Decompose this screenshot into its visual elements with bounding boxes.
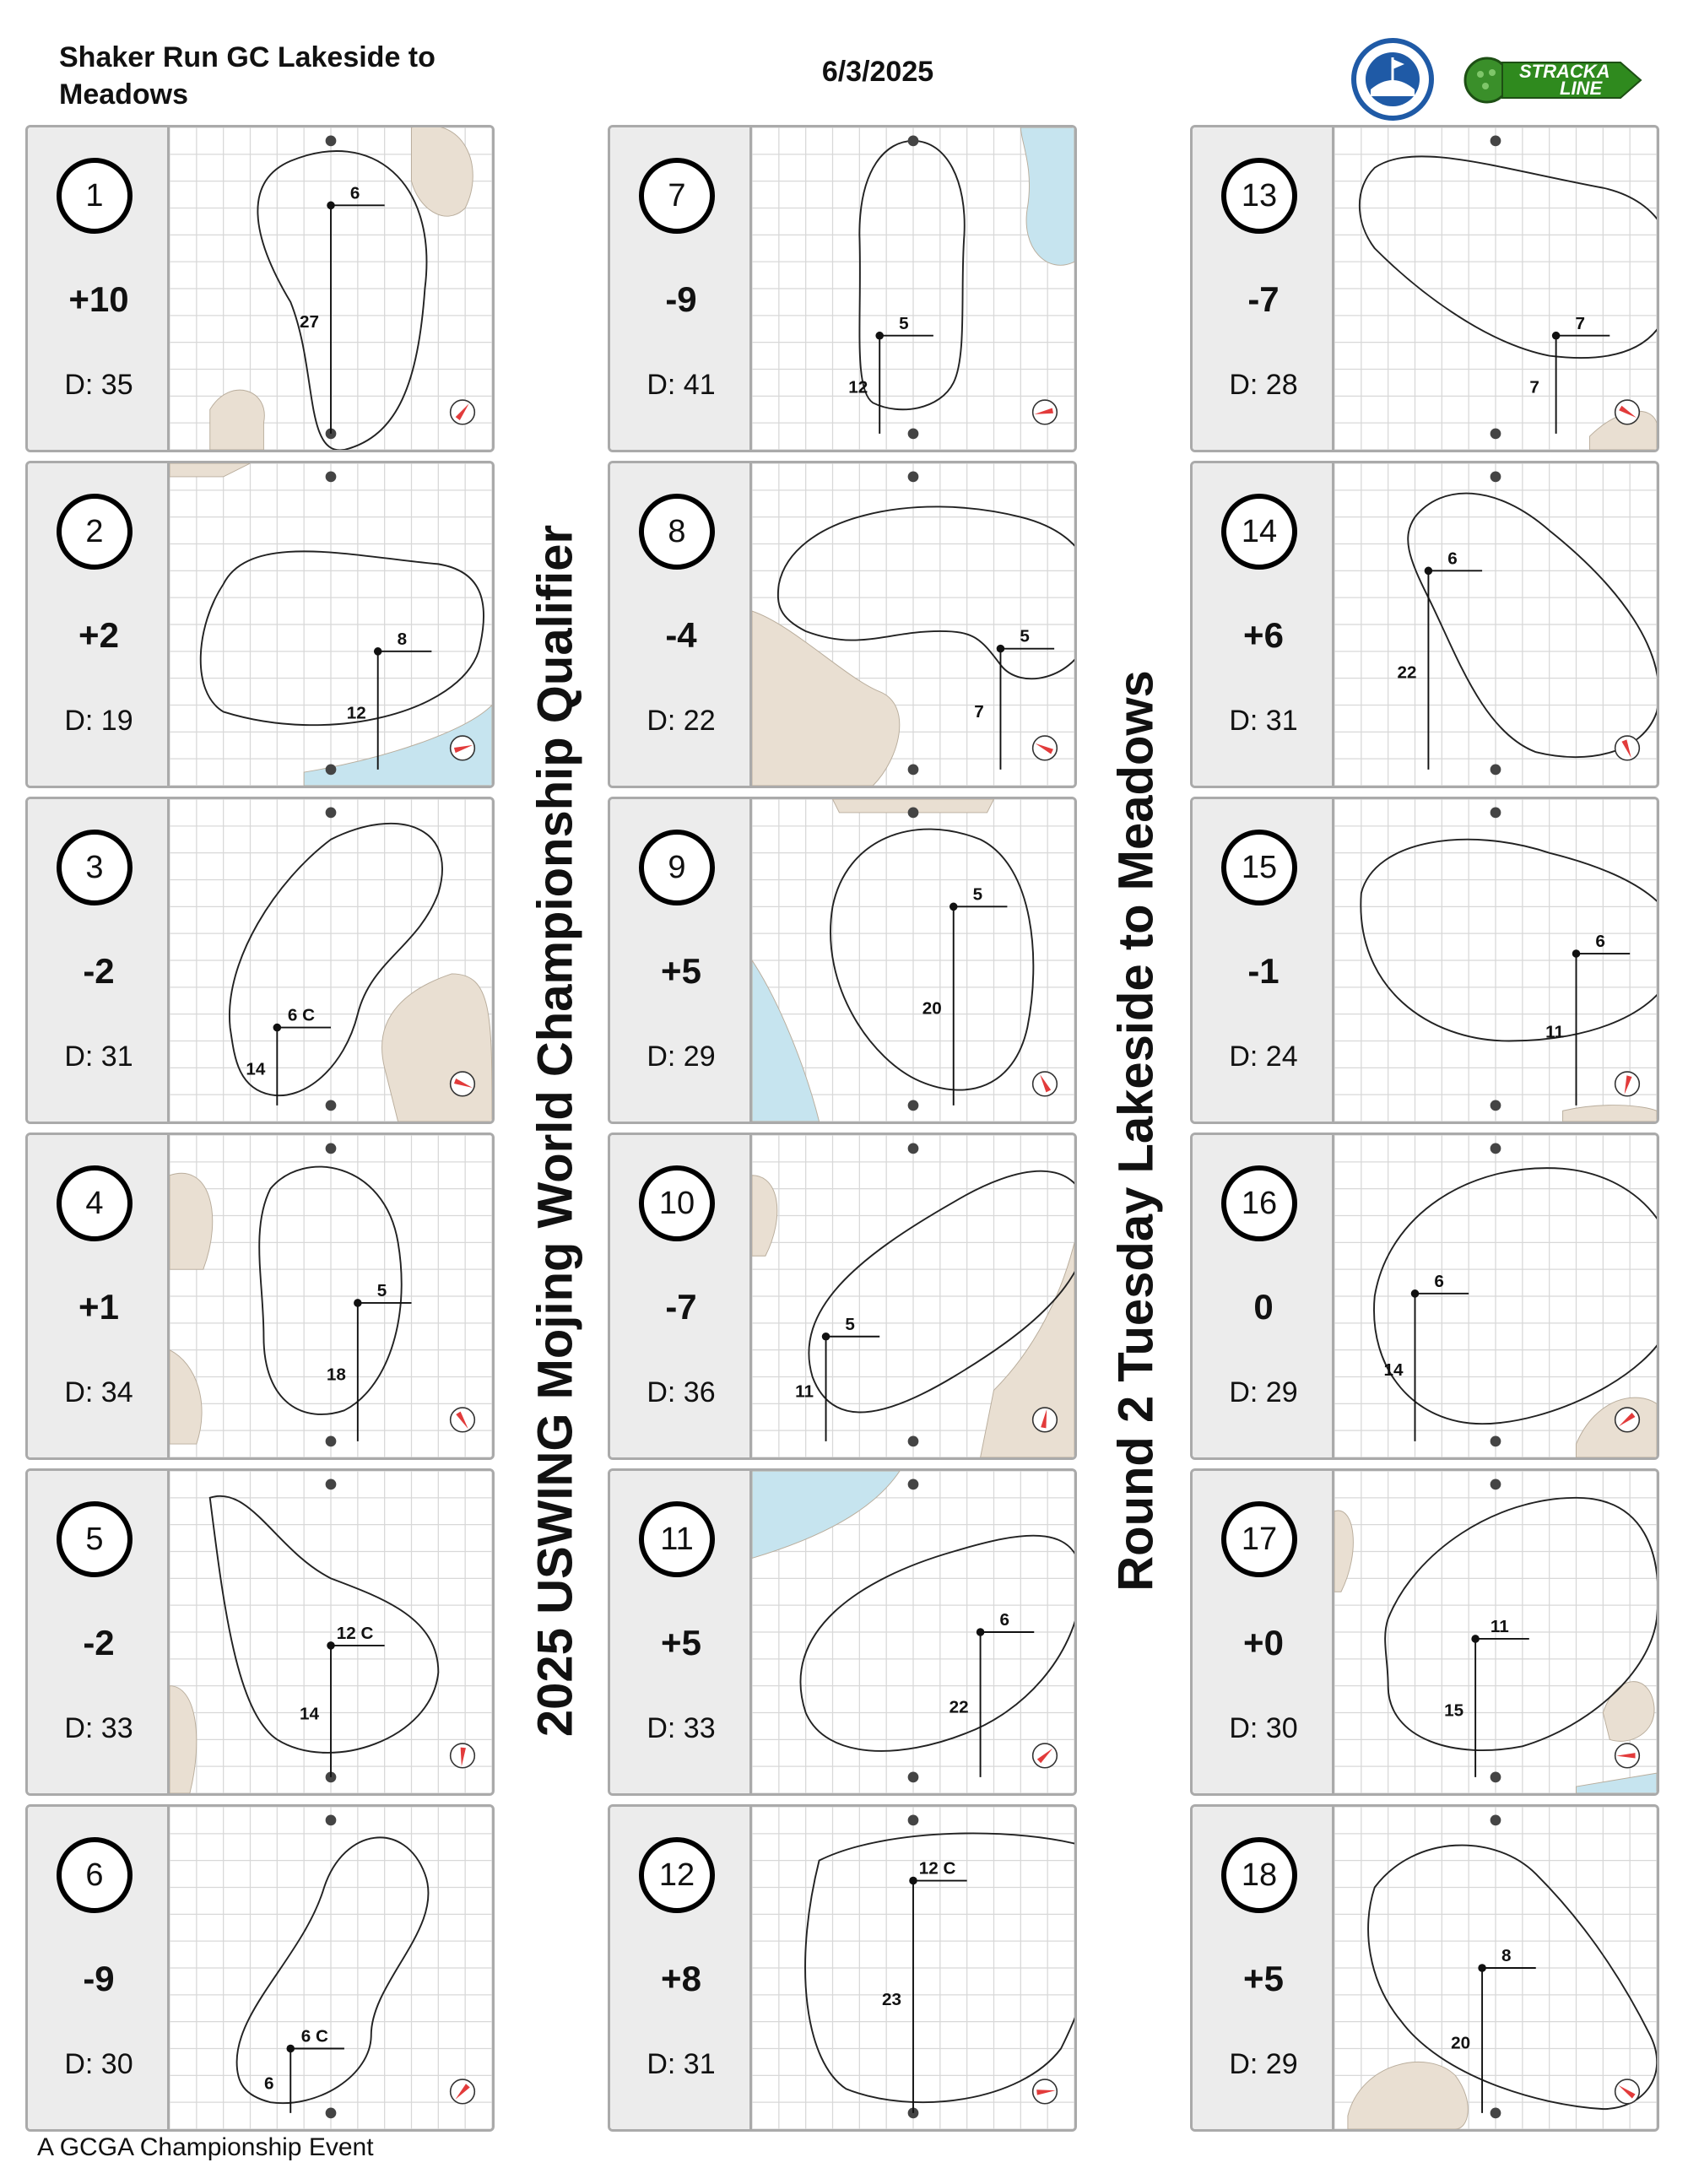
hole-card	[608, 1804, 1077, 2132]
event-title: 2025 USWING Mojing World Championship Qualifier	[528, 524, 583, 1738]
front-marker	[908, 765, 919, 776]
side-distance-label: 6 C	[300, 2026, 329, 2046]
compass-icon	[451, 2079, 475, 2104]
hole-info-panel	[610, 1471, 752, 1793]
hole-card	[1190, 797, 1659, 1124]
green-map	[170, 127, 492, 450]
back-marker	[1491, 472, 1501, 483]
compass-icon	[1033, 1072, 1058, 1096]
bunker	[170, 1173, 213, 1269]
side-distance-label: 6	[1595, 932, 1605, 952]
green-depth: D: 19	[64, 705, 133, 737]
pin-location	[997, 645, 1005, 653]
hole-card	[1190, 125, 1659, 452]
green-map	[1334, 1471, 1657, 1793]
green-map	[170, 463, 492, 786]
front-marker	[1491, 429, 1501, 440]
front-distance-label: 6	[264, 2073, 274, 2094]
front-distance-label: 7	[1529, 377, 1539, 397]
compass-icon	[1615, 1072, 1640, 1096]
hole-number: 13	[1221, 158, 1297, 234]
front-distance-label: 12	[346, 703, 366, 723]
green-outline	[257, 151, 426, 450]
back-marker	[1491, 1479, 1501, 1490]
pin-offset: -2	[83, 951, 115, 991]
back-marker	[908, 808, 919, 819]
green-depth: D: 31	[647, 2048, 716, 2080]
bunker	[170, 1686, 197, 1793]
front-distance-label: 14	[1383, 1360, 1404, 1380]
green-map	[752, 463, 1074, 786]
green-map	[752, 1471, 1074, 1793]
pin-location	[909, 1877, 917, 1885]
back-marker	[326, 808, 337, 819]
hole-card	[25, 797, 495, 1124]
back-marker	[1491, 808, 1501, 819]
compass-icon	[1033, 2079, 1058, 2104]
green-map	[752, 1807, 1074, 2129]
pin-location	[1471, 1635, 1480, 1643]
green-map	[1334, 1135, 1657, 1457]
hole-number: 18	[1221, 1837, 1297, 1913]
back-marker	[908, 1479, 919, 1490]
hole-card	[1190, 1133, 1659, 1460]
front-distance-label: 14	[246, 1059, 266, 1079]
green-map	[752, 127, 1074, 450]
water-hazard	[1020, 127, 1074, 265]
green-map	[1334, 463, 1657, 786]
pin-offset: +5	[661, 951, 701, 991]
hole-info-panel	[1193, 463, 1334, 786]
grid-lines	[170, 1807, 492, 2129]
back-marker	[326, 136, 337, 147]
water-hazard	[1577, 1773, 1658, 1793]
pin-offset: -7	[1247, 279, 1280, 319]
front-distance-label: 15	[1444, 1700, 1464, 1721]
green-depth: D: 29	[1229, 2048, 1298, 2080]
pin-offset: +1	[78, 1287, 119, 1327]
pin-location	[950, 903, 958, 911]
course-title: Shaker Run GC Lakeside to Meadows	[59, 41, 436, 111]
green-depth: D: 36	[647, 1376, 716, 1408]
side-distance-label: 5	[899, 313, 909, 333]
green-depth: D: 31	[64, 1041, 133, 1073]
hole-number: 10	[639, 1165, 715, 1241]
front-distance-label: 20	[1451, 2033, 1471, 2053]
hole-card	[1190, 461, 1659, 788]
hole-card	[608, 797, 1077, 1124]
hole-info-panel	[28, 1135, 170, 1457]
hole-card	[25, 125, 495, 452]
hole-info-panel	[610, 1807, 752, 2129]
round-title: Round 2 Tuesday Lakeside to Meadows	[1108, 670, 1164, 1592]
grid-lines	[1334, 463, 1657, 786]
green-depth: D: 41	[647, 369, 716, 401]
hole-card	[25, 1133, 495, 1460]
green-depth: D: 28	[1229, 369, 1298, 401]
compass-icon	[1615, 736, 1640, 760]
gcga-seal-logo	[1350, 37, 1435, 122]
front-distance-label: 18	[326, 1365, 346, 1385]
green-map	[170, 1807, 492, 2129]
pin-offset: +0	[1243, 1623, 1284, 1662]
green-outline	[1408, 494, 1657, 758]
compass-icon	[451, 1743, 475, 1768]
side-distance-label: 6	[999, 1610, 1009, 1630]
side-distance-label: 8	[397, 629, 408, 649]
compass-icon	[451, 1072, 475, 1096]
pin-location	[977, 1628, 985, 1636]
front-distance-label: 12	[848, 377, 868, 397]
front-distance-label: 27	[300, 312, 320, 332]
hole-card	[608, 1468, 1077, 1796]
back-marker	[326, 472, 337, 483]
hole-number: 17	[1221, 1501, 1297, 1577]
pin-location	[354, 1299, 362, 1307]
pin-offset: +5	[661, 1623, 701, 1662]
pin-offset: 0	[1253, 1287, 1274, 1327]
front-marker	[326, 1436, 337, 1447]
back-marker	[908, 1815, 919, 1826]
green-depth: D: 29	[1229, 1376, 1298, 1408]
grid-lines	[752, 127, 1074, 450]
hole-number: 1	[57, 158, 133, 234]
pin-offset: +2	[78, 615, 119, 655]
pin-offset: -7	[665, 1287, 697, 1327]
grid-lines	[170, 1135, 492, 1457]
hole-number: 4	[57, 1165, 133, 1241]
bunker	[1334, 1511, 1353, 1592]
front-distance-label: 14	[300, 1704, 320, 1724]
back-marker	[908, 136, 919, 147]
front-distance-label: 11	[1545, 1022, 1564, 1042]
green-map	[170, 1471, 492, 1793]
green-outline	[778, 506, 1074, 678]
side-distance-label: 8	[1501, 1946, 1512, 1966]
stracka-line-logo	[1460, 51, 1646, 110]
hole-info-panel	[28, 799, 170, 1122]
compass-icon	[1615, 2079, 1640, 2104]
hole-number: 5	[57, 1501, 133, 1577]
hole-number: 16	[1221, 1165, 1297, 1241]
side-distance-label: 12 C	[918, 1858, 956, 1879]
green-depth: D: 30	[1229, 1712, 1298, 1744]
green-depth: D: 34	[64, 1376, 133, 1408]
bunker	[210, 390, 265, 450]
side-distance-label: 7	[1575, 313, 1586, 333]
hole-number: 14	[1221, 494, 1297, 570]
pin-location	[875, 332, 884, 340]
hole-number: 3	[57, 830, 133, 905]
side-distance-label: 5	[1020, 626, 1030, 646]
green-outline	[1361, 840, 1657, 1041]
grid-lines	[1334, 127, 1657, 450]
front-marker	[908, 429, 919, 440]
green-map	[1334, 127, 1657, 450]
footer-text: A GCGA Championship Event	[37, 2133, 374, 2161]
compass-icon	[1033, 1408, 1058, 1432]
hole-card	[608, 461, 1077, 788]
front-marker	[1491, 1436, 1501, 1447]
green-outline	[210, 1496, 439, 1753]
hole-card	[25, 1804, 495, 2132]
green-depth: D: 24	[1229, 1041, 1298, 1073]
hole-info-panel	[610, 799, 752, 1122]
hole-info-panel	[28, 1807, 170, 2129]
pin-offset: -9	[83, 1959, 115, 1998]
back-marker	[1491, 1815, 1501, 1826]
hole-card	[25, 461, 495, 788]
compass-icon	[451, 1408, 475, 1432]
front-marker	[908, 1772, 919, 1783]
green-depth: D: 22	[647, 705, 716, 737]
hole-info-panel	[610, 127, 752, 450]
svg-text:LINE: LINE	[1560, 78, 1603, 99]
compass-icon	[1615, 1743, 1640, 1768]
green-map	[170, 799, 492, 1122]
front-marker	[908, 1100, 919, 1111]
pin-location	[1478, 1964, 1486, 1972]
hole-card	[608, 125, 1077, 452]
front-marker	[326, 2108, 337, 2119]
compass-icon	[1033, 736, 1058, 760]
hole-number: 9	[639, 830, 715, 905]
hole-card	[25, 1468, 495, 1796]
side-distance-label: 6	[349, 183, 360, 203]
front-distance-label: 22	[949, 1697, 969, 1717]
hole-number: 8	[639, 494, 715, 570]
green-map	[752, 799, 1074, 1122]
compass-icon	[1615, 400, 1640, 424]
green-map	[1334, 799, 1657, 1122]
pin-location	[327, 1641, 335, 1650]
pin-offset: +10	[68, 279, 129, 319]
pin-offset: -9	[665, 279, 697, 319]
side-distance-label: 5	[376, 1281, 387, 1300]
front-distance-label: 23	[882, 1989, 902, 2009]
green-map	[1334, 1807, 1657, 2129]
green-depth: D: 31	[1229, 705, 1298, 737]
bunker	[382, 974, 492, 1122]
pin-location	[374, 647, 382, 656]
pin-location	[327, 202, 335, 210]
pin-location	[1411, 1289, 1420, 1298]
bunker	[1348, 2062, 1468, 2129]
back-marker	[1491, 1143, 1501, 1154]
pin-location	[822, 1333, 830, 1341]
hole-number: 2	[57, 494, 133, 570]
pin-offset: -4	[665, 615, 697, 655]
back-marker	[1491, 136, 1501, 147]
green-outline	[1360, 156, 1657, 358]
compass-icon	[1033, 1743, 1058, 1768]
hole-info-panel	[28, 127, 170, 450]
front-marker	[1491, 765, 1501, 776]
hole-info-panel	[610, 463, 752, 786]
back-marker	[908, 1143, 919, 1154]
hole-info-panel	[1193, 1135, 1334, 1457]
front-marker	[326, 1100, 337, 1111]
front-marker	[1491, 1100, 1501, 1111]
green-outline	[201, 551, 484, 725]
bunker	[170, 463, 251, 477]
pin-offset: +5	[1243, 1959, 1284, 1998]
bunker	[1563, 1106, 1657, 1122]
side-distance-label: 5	[972, 884, 983, 905]
side-distance-label: 6 C	[287, 1005, 316, 1025]
front-marker	[1491, 1772, 1501, 1783]
green-depth: D: 29	[647, 1041, 716, 1073]
front-marker	[908, 1436, 919, 1447]
green-outline	[830, 830, 1033, 1090]
pin-offset: -2	[83, 1623, 115, 1662]
green-depth: D: 30	[64, 2048, 133, 2080]
side-distance-label: 12 C	[336, 1623, 374, 1643]
compass-icon	[451, 400, 475, 424]
green-outline	[800, 1536, 1074, 1751]
pin-offset: +8	[661, 1959, 701, 1998]
green-map	[170, 1135, 492, 1457]
event-date: 6/3/2025	[821, 56, 934, 88]
front-marker	[326, 765, 337, 776]
bunker	[1577, 1397, 1658, 1457]
pin-offset: -1	[1247, 951, 1280, 991]
grid-lines	[1334, 799, 1657, 1122]
back-marker	[908, 472, 919, 483]
hole-number: 15	[1221, 830, 1297, 905]
front-distance-label: 11	[795, 1381, 814, 1402]
front-distance-label: 7	[974, 701, 984, 722]
side-distance-label: 5	[845, 1314, 855, 1334]
green-outline	[237, 1837, 429, 2103]
bunker	[412, 127, 473, 216]
hole-number: 11	[639, 1501, 715, 1577]
bunker	[1603, 1682, 1654, 1742]
back-marker	[326, 1479, 337, 1490]
back-marker	[326, 1143, 337, 1154]
green-depth: D: 33	[64, 1712, 133, 1744]
hole-number: 12	[639, 1837, 715, 1913]
water-hazard	[752, 1471, 900, 1558]
hole-card	[608, 1133, 1077, 1460]
pin-location	[1425, 567, 1433, 576]
compass-icon	[1033, 400, 1058, 424]
hole-info-panel	[1193, 127, 1334, 450]
pin-offset: +6	[1243, 615, 1284, 655]
green-depth: D: 35	[64, 369, 133, 401]
side-distance-label: 11	[1490, 1617, 1509, 1636]
compass-icon	[1615, 1408, 1640, 1432]
back-marker	[326, 1815, 337, 1826]
front-distance-label: 22	[1397, 662, 1417, 683]
bunker	[752, 1176, 777, 1257]
hole-card	[1190, 1468, 1659, 1796]
front-marker	[1491, 2108, 1501, 2119]
hole-info-panel	[1193, 799, 1334, 1122]
pin-location	[1572, 949, 1581, 958]
side-distance-label: 6	[1447, 549, 1458, 569]
pin-location	[1552, 332, 1561, 340]
front-distance-label: 20	[922, 998, 942, 1019]
hole-number: 6	[57, 1837, 133, 1913]
pin-location	[286, 2045, 295, 2053]
compass-icon	[451, 736, 475, 760]
hole-info-panel	[28, 463, 170, 786]
pin-location	[273, 1024, 282, 1032]
hole-info-panel	[610, 1135, 752, 1457]
hole-info-panel	[28, 1471, 170, 1793]
svg-text:STRACKA: STRACKA	[1519, 61, 1610, 82]
hole-number: 7	[639, 158, 715, 234]
hole-info-panel	[1193, 1471, 1334, 1793]
hole-card	[1190, 1804, 1659, 2132]
green-map	[752, 1135, 1074, 1457]
green-depth: D: 33	[647, 1712, 716, 1744]
side-distance-label: 6	[1434, 1271, 1444, 1291]
hole-info-panel	[1193, 1807, 1334, 2129]
